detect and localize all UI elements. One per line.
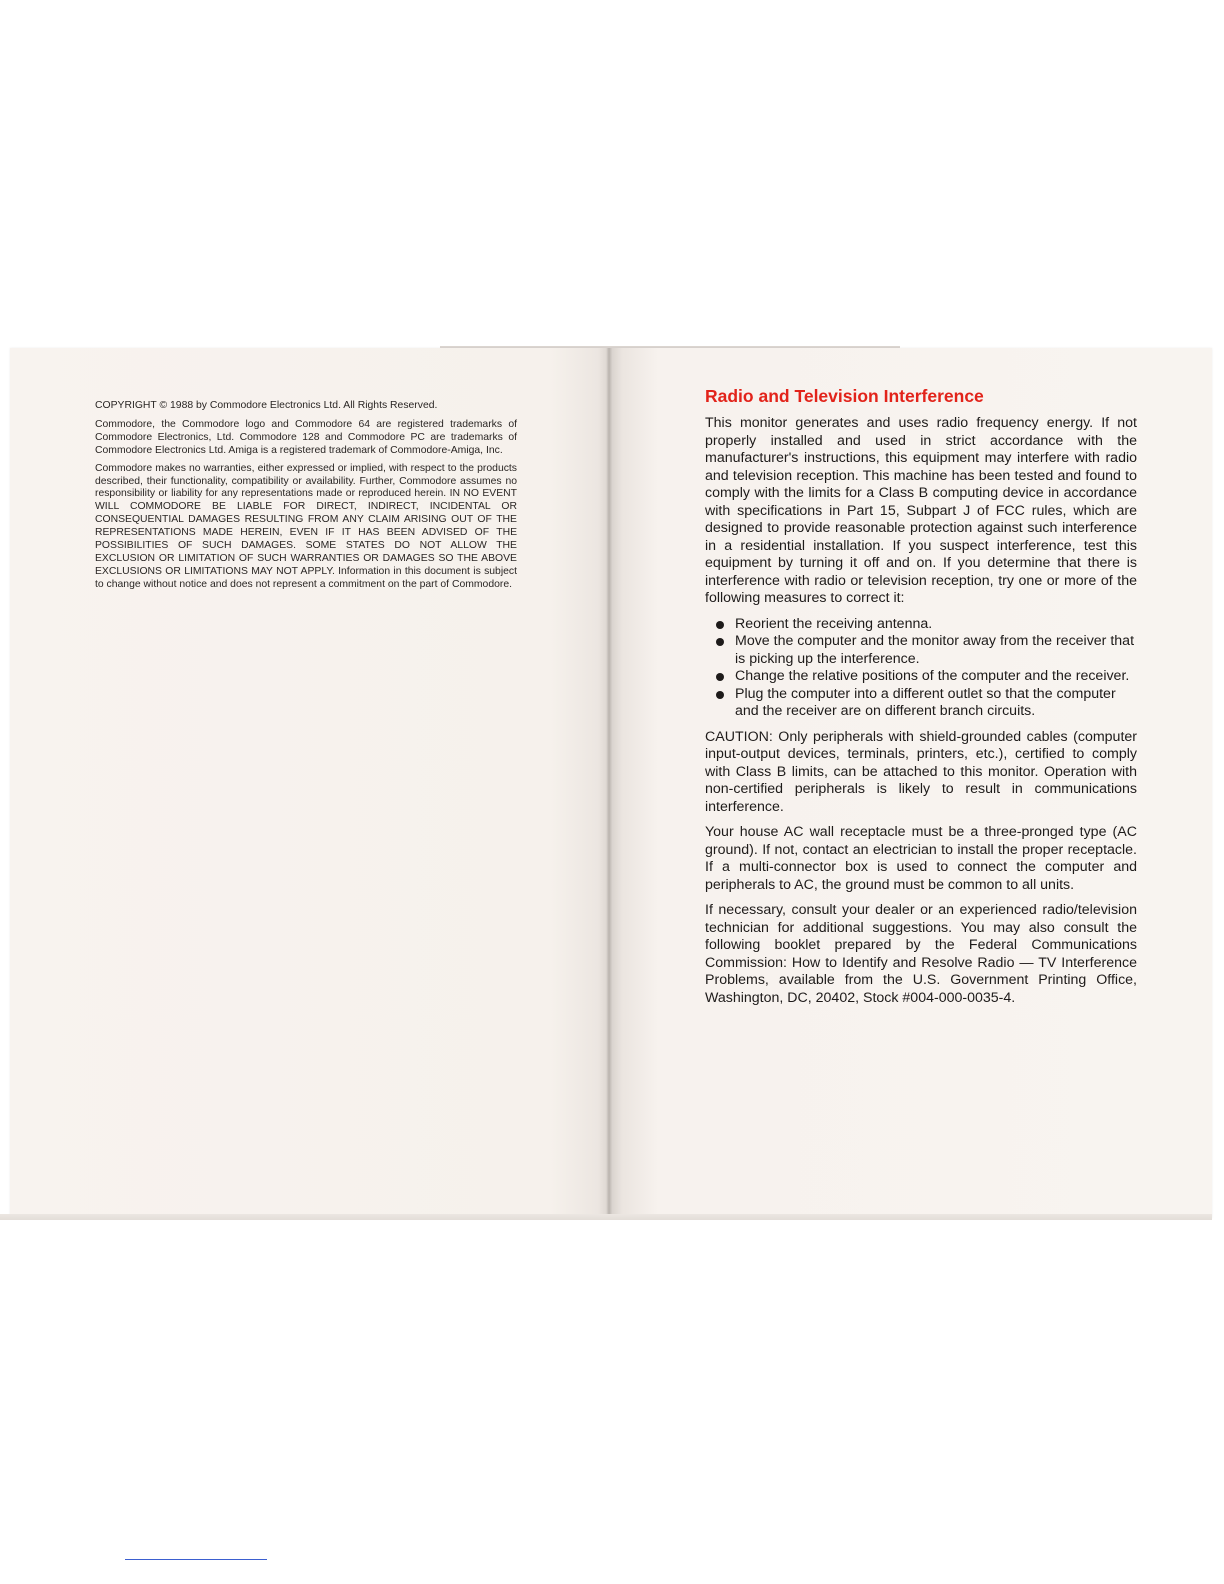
trademark-notice: Commodore, the Commodore logo and Commodore 64 are registered trademarks of Commodore Electronics, Ltd. Commodore 128 and Commodore PC are trademarks of Commodore Electronics Ltd. Amiga is a registered trademark of Commodore-Amiga, Inc. (95, 418, 517, 456)
caution-paragraph: CAUTION: Only peripherals with shield-grounded cables (computer input-output devices, terminals, printers, etc.), certified to comply with Class B limits, can be attached to this monitor. Operation with non-certified peripherals is likely to result in communications interference. (705, 728, 1137, 815)
list-item: Change the relative positions of the computer and the receiver. (705, 668, 1137, 686)
list-item: Move the computer and the monitor away from the receiver that is picking up the interference. (705, 633, 1137, 668)
consult-paragraph: If necessary, consult your dealer or an experienced radio/television technician for additional suggestions. You may also consult the following booklet prepared by the Federal Communications Commission: How to Identify and Resolve Radio — TV Interference Problems, available from the U.S. Government Printing Office, Washington, DC, 20402, Stock #004-000-0035-4. (705, 902, 1137, 1006)
footer-rule (125, 1559, 267, 1560)
bullet-icon (716, 691, 724, 699)
binding-gutter (606, 348, 612, 1218)
list-item: Plug the computer into a different outlet so that the computer and the receiver are on different branch circuits. (705, 686, 1137, 721)
section-heading: Radio and Television Interference (705, 386, 984, 406)
ground-paragraph: Your house AC wall receptacle must be a three-pronged type (AC ground). If not, contact an electrician to install the proper receptacle. If a multi-connector box is used to connect the computer and peripherals to AC, the ground must be common to all units. (705, 824, 1137, 893)
copyright-notice: COPYRIGHT © 1988 by Commodore Electronics Ltd. All Rights Reserved. (95, 400, 438, 411)
bullet-icon (716, 621, 724, 629)
measures-list (705, 616, 1137, 721)
bullet-icon (716, 673, 724, 681)
spread-bottom-edge (0, 1214, 1212, 1220)
disclaimer-notice: Commodore makes no warranties, either expressed or implied, with respect to the products described, their functionality, compatibility or availability. Further, Commodore assumes no responsibility or liability for any representations made or reproduced herein. IN NO EVENT WILL COMMODORE BE LIABLE FOR DIRECT, INDIRECT, INCIDENTAL OR CONSEQUENTIAL DAMAGES RESULTING FROM ANY CLAIM ARISING OUT OF THE REPRESENTATIONS MADE HEREIN, EVEN IF IT HAS BEEN ADVISED OF THE POSSIBILITIES OF SUCH DAMAGES. SOME STATES DO NOT ALLOW THE EXCLUSION OR LIMITATION OF SUCH WARRANTIES OR DAMAGES SO THE ABOVE EXCLUSIONS OR LIMITATIONS MAY NOT APPLY. Information in this document is subject to change without notice and does not represent a commitment on the part of Commodore. (95, 462, 517, 590)
legal-notice (95, 400, 517, 597)
bullet-icon (716, 638, 724, 646)
interference-section (705, 386, 1137, 1015)
list-item: Reorient the receiving antenna. (705, 616, 1137, 634)
intro-paragraph: This monitor generates and uses radio frequency energy. If not properly installed and used in strict accordance with the manufacturer's instructions, this equipment may interfere with radio and television reception. This machine has been tested and found to comply with the limits for a Class B computing device in accordance with specifications in Part 15, Subpart J of FCC rules, which are designed to provide reasonable protection against such interference in a residential installation. If you suspect interference, test this equipment by turning it off and on. If you determine that there is interference with radio or television reception, try one or more of the following measures to correct it: (705, 415, 1137, 606)
